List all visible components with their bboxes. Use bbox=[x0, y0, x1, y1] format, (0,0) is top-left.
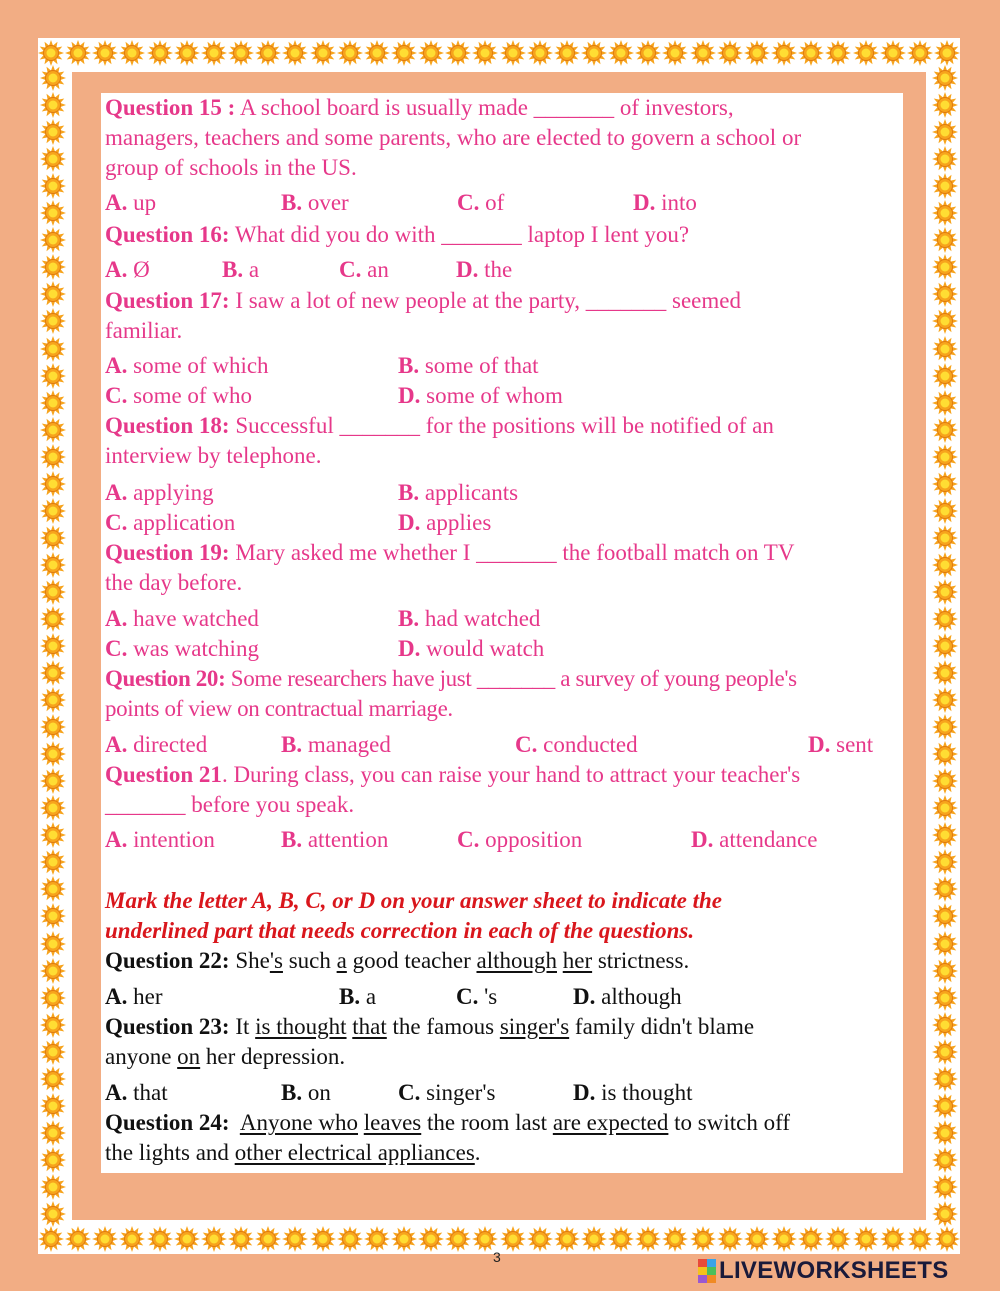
sun-icon bbox=[147, 1226, 173, 1252]
sun-icon bbox=[40, 417, 66, 443]
sun-icon bbox=[932, 444, 958, 470]
question-17 bbox=[105, 286, 901, 346]
sun-icon bbox=[825, 40, 851, 66]
sun-icon bbox=[40, 958, 66, 984]
sun-icon bbox=[40, 903, 66, 929]
page-number: 3 bbox=[493, 1249, 501, 1265]
sun-icon bbox=[364, 40, 390, 66]
sun-icon bbox=[119, 1226, 145, 1252]
sun-icon bbox=[853, 1226, 879, 1252]
question-label: Question 16: bbox=[105, 222, 230, 247]
sun-icon bbox=[932, 173, 958, 199]
sun-icon bbox=[40, 1147, 66, 1173]
sun-icon bbox=[40, 200, 66, 226]
liveworksheets-logo bbox=[698, 1256, 949, 1286]
sun-icon bbox=[40, 227, 66, 253]
brand-text: LIVEWORKSHEETS bbox=[719, 1257, 949, 1284]
sun-icon bbox=[40, 1201, 66, 1227]
sun-icon bbox=[932, 606, 958, 632]
sun-icon bbox=[932, 1012, 958, 1038]
option-a[interactable]: A. some of which bbox=[105, 353, 269, 378]
option-a[interactable]: A. have watched bbox=[105, 606, 259, 631]
question-22: Question 22: She's such a good teacher although her strictness. bbox=[105, 948, 690, 973]
sun-icon bbox=[932, 254, 958, 280]
sun-icon bbox=[92, 1226, 118, 1252]
question-label: Question 17: bbox=[105, 288, 230, 313]
sun-icon bbox=[932, 1147, 958, 1173]
sun-icon bbox=[472, 40, 498, 66]
option-c[interactable]: C. singer's bbox=[398, 1080, 496, 1105]
sun-icon bbox=[40, 254, 66, 280]
sun-icon bbox=[690, 1226, 716, 1252]
underlined-part: leaves bbox=[363, 1110, 422, 1135]
sun-icon bbox=[418, 1226, 444, 1252]
underlined-part: although bbox=[476, 948, 557, 973]
sun-icon bbox=[147, 40, 173, 66]
sun-icon bbox=[364, 1226, 390, 1252]
sun-icon bbox=[932, 931, 958, 957]
question-label: Question 15 : bbox=[105, 95, 236, 120]
question-19 bbox=[105, 538, 901, 598]
sun-icon bbox=[40, 119, 66, 145]
sun-icon bbox=[932, 363, 958, 389]
option-d[interactable]: D. the bbox=[456, 257, 513, 282]
sun-icon bbox=[119, 40, 145, 66]
underlined-part: on bbox=[177, 1044, 201, 1069]
option-c[interactable]: C. was watching bbox=[105, 636, 259, 661]
question-text: interview by telephone. bbox=[105, 443, 322, 468]
option-b[interactable]: B. had watched bbox=[398, 606, 541, 631]
sun-icon bbox=[40, 822, 66, 848]
question-text: familiar. bbox=[105, 318, 183, 343]
sun-icon bbox=[201, 40, 227, 66]
option-b[interactable]: B. a bbox=[339, 984, 377, 1009]
sun-icon bbox=[717, 1226, 743, 1252]
sun-icon bbox=[934, 1226, 960, 1252]
sun-icon bbox=[554, 40, 580, 66]
sun-icon bbox=[228, 1226, 254, 1252]
sun-icon bbox=[771, 1226, 797, 1252]
underlined-part: singer's bbox=[499, 1014, 570, 1039]
sun-icon bbox=[310, 1226, 336, 1252]
sun-icon bbox=[40, 390, 66, 416]
sun-icon bbox=[932, 146, 958, 172]
sun-icon bbox=[581, 1226, 607, 1252]
sun-icon bbox=[932, 768, 958, 794]
sun-icon bbox=[500, 1226, 526, 1252]
sun-icon bbox=[500, 40, 526, 66]
option-d[interactable]: D. would watch bbox=[398, 636, 545, 661]
option-b[interactable]: B. applicants bbox=[398, 480, 519, 505]
sun-icon bbox=[40, 363, 66, 389]
sun-icon bbox=[40, 849, 66, 875]
sun-icon bbox=[40, 931, 66, 957]
sun-icon bbox=[932, 1201, 958, 1227]
sun-icon bbox=[391, 40, 417, 66]
question-text: group of schools in the US. bbox=[105, 155, 357, 180]
sun-icon bbox=[932, 1120, 958, 1146]
sun-icon bbox=[932, 579, 958, 605]
sun-icon bbox=[825, 1226, 851, 1252]
option-b[interactable]: B. attention bbox=[281, 827, 389, 852]
sun-icon bbox=[554, 1226, 580, 1252]
underlined-part: are expected bbox=[552, 1110, 669, 1135]
sun-icon bbox=[932, 1066, 958, 1092]
worksheet-content bbox=[101, 93, 903, 1173]
sun-icon bbox=[445, 40, 471, 66]
sun-icon bbox=[635, 40, 661, 66]
option-d[interactable]: D. sent bbox=[808, 732, 874, 757]
sun-icon bbox=[932, 687, 958, 713]
option-c[interactable]: C. application bbox=[105, 510, 236, 535]
sun-icon bbox=[932, 795, 958, 821]
logo-icon bbox=[698, 1259, 716, 1283]
question-24: Question 24: Anyone who leaves the room last are expected to switch off the lights and other electrical appliances. bbox=[105, 1110, 790, 1165]
sun-icon bbox=[907, 40, 933, 66]
sun-icon bbox=[932, 1093, 958, 1119]
sun-icon bbox=[255, 1226, 281, 1252]
option-c[interactable]: C. some of who bbox=[105, 383, 252, 408]
sun-icon bbox=[40, 606, 66, 632]
sun-icon bbox=[228, 40, 254, 66]
sun-icon bbox=[744, 1226, 770, 1252]
sun-icon bbox=[635, 1226, 661, 1252]
sun-icon bbox=[40, 308, 66, 334]
option-a[interactable]: A. that bbox=[105, 1080, 168, 1105]
sun-icon bbox=[40, 281, 66, 307]
sun-icon bbox=[932, 1039, 958, 1065]
sun-icon bbox=[40, 741, 66, 767]
sun-icon bbox=[932, 525, 958, 551]
sun-icon bbox=[40, 579, 66, 605]
sun-icon bbox=[932, 849, 958, 875]
sun-icon bbox=[337, 40, 363, 66]
option-b[interactable]: B. on bbox=[281, 1080, 331, 1105]
option-d[interactable]: D. applies bbox=[398, 510, 492, 535]
question-text: Mary asked me whether I _______ the football match on TV bbox=[229, 540, 795, 565]
sun-icon bbox=[662, 1226, 688, 1252]
sun-icon bbox=[932, 1174, 958, 1200]
question-16 bbox=[105, 220, 901, 250]
underlined-part: her bbox=[562, 948, 593, 973]
sun-icon bbox=[932, 552, 958, 578]
sun-icon bbox=[932, 876, 958, 902]
question-label: Question 18: bbox=[105, 413, 230, 438]
sun-icon bbox=[445, 1226, 471, 1252]
option-c[interactable]: C. of bbox=[457, 190, 505, 215]
sun-icon bbox=[932, 65, 958, 91]
sun-icon bbox=[40, 471, 66, 497]
sun-icon bbox=[40, 1039, 66, 1065]
question-label: Question 19: bbox=[105, 540, 230, 565]
sun-icon bbox=[418, 40, 444, 66]
question-text: points of view on contractual marriage. bbox=[105, 696, 453, 721]
sun-icon bbox=[337, 1226, 363, 1252]
sun-icon bbox=[932, 308, 958, 334]
sun-icon bbox=[40, 552, 66, 578]
sun-icon bbox=[932, 336, 958, 362]
sun-icon bbox=[38, 1226, 64, 1252]
option-b[interactable]: B. some of that bbox=[398, 353, 539, 378]
underlined-part: other electrical appliances bbox=[234, 1140, 475, 1165]
sun-icon bbox=[934, 40, 960, 66]
sun-icon bbox=[932, 390, 958, 416]
sun-icon bbox=[40, 714, 66, 740]
sun-icon bbox=[40, 633, 66, 659]
underlined-part: is thought bbox=[255, 1014, 347, 1039]
option-a[interactable]: A. her bbox=[105, 984, 163, 1009]
underlined-part: a bbox=[336, 948, 347, 973]
sun-icon bbox=[744, 40, 770, 66]
option-c[interactable]: C. opposition bbox=[457, 827, 583, 852]
sun-icon bbox=[40, 985, 66, 1011]
question-text: the day before. bbox=[105, 570, 243, 595]
sun-icon bbox=[40, 525, 66, 551]
question-text: . During class, you can raise your hand to attract your teacher's bbox=[221, 762, 801, 787]
sun-icon bbox=[40, 1012, 66, 1038]
sun-icon bbox=[40, 795, 66, 821]
sun-icon bbox=[932, 822, 958, 848]
question-text: Some researchers have just _______ a survey of young people's bbox=[225, 666, 797, 691]
sun-icon bbox=[174, 40, 200, 66]
question-label: Question 23: bbox=[105, 1014, 230, 1039]
sun-icon bbox=[40, 92, 66, 118]
sun-icon bbox=[932, 903, 958, 929]
option-b[interactable]: B. over bbox=[281, 190, 349, 215]
option-d[interactable]: D. some of whom bbox=[398, 383, 563, 408]
sun-icon bbox=[391, 1226, 417, 1252]
sun-icon bbox=[932, 633, 958, 659]
option-d[interactable]: D. is thought bbox=[573, 1080, 693, 1105]
question-15 bbox=[105, 93, 901, 183]
option-c[interactable]: C. an bbox=[339, 257, 389, 282]
sun-icon bbox=[310, 40, 336, 66]
sun-icon bbox=[880, 1226, 906, 1252]
sun-icon bbox=[932, 958, 958, 984]
sun-icon bbox=[932, 471, 958, 497]
question-label: Question 22: bbox=[105, 948, 230, 973]
sun-icon bbox=[932, 714, 958, 740]
sun-icon bbox=[527, 40, 553, 66]
sun-icon bbox=[92, 40, 118, 66]
option-d[interactable]: D. attendance bbox=[691, 827, 818, 852]
sun-icon bbox=[527, 1226, 553, 1252]
sun-icon bbox=[40, 146, 66, 172]
sun-icon bbox=[932, 227, 958, 253]
sun-icon bbox=[38, 40, 64, 66]
option-c[interactable]: C. 's bbox=[456, 984, 498, 1009]
section-instruction: Mark the letter A, B, C, or D on your answer sheet to indicate the underlined part that needs correction in each of the questions. bbox=[105, 888, 723, 943]
option-d[interactable]: D. into bbox=[633, 190, 697, 215]
sun-icon bbox=[932, 985, 958, 1011]
sun-icon bbox=[771, 40, 797, 66]
option-a[interactable]: A. directed bbox=[105, 732, 208, 757]
sun-icon bbox=[608, 40, 634, 66]
sun-icon bbox=[880, 40, 906, 66]
sun-icon bbox=[40, 768, 66, 794]
sun-icon bbox=[798, 40, 824, 66]
question-text: Successful _______ for the positions will be notified of an bbox=[229, 413, 774, 438]
underlined-part: Anyone who bbox=[239, 1110, 359, 1135]
sun-icon bbox=[282, 40, 308, 66]
sun-icon bbox=[853, 40, 879, 66]
question-text: I saw a lot of new people at the party, _______ seemed bbox=[229, 288, 741, 313]
option-c[interactable]: C. conducted bbox=[515, 732, 638, 757]
question-label: Question 24: bbox=[105, 1110, 230, 1135]
sun-icon bbox=[40, 444, 66, 470]
sun-icon bbox=[932, 119, 958, 145]
sun-icon bbox=[932, 281, 958, 307]
option-a[interactable]: A. applying bbox=[105, 480, 214, 505]
sun-icon bbox=[608, 1226, 634, 1252]
question-21 bbox=[105, 760, 901, 820]
option-d[interactable]: D. although bbox=[573, 984, 682, 1009]
sun-icon bbox=[40, 65, 66, 91]
underlined-part: that bbox=[352, 1014, 387, 1039]
option-a[interactable]: A. intention bbox=[105, 827, 215, 852]
sun-icon bbox=[174, 1226, 200, 1252]
question-label: Question 20: bbox=[105, 666, 226, 691]
question-18 bbox=[105, 411, 901, 471]
sun-icon bbox=[932, 741, 958, 767]
sun-icon bbox=[581, 40, 607, 66]
sun-icon bbox=[40, 876, 66, 902]
question-20 bbox=[105, 664, 901, 724]
sun-icon bbox=[40, 660, 66, 686]
sun-icon bbox=[690, 40, 716, 66]
sun-icon bbox=[932, 417, 958, 443]
sun-icon bbox=[40, 687, 66, 713]
question-text: A school board is usually made _______ of investors, bbox=[235, 95, 734, 120]
sun-icon bbox=[932, 200, 958, 226]
underlined-part: 's bbox=[269, 948, 283, 973]
option-a[interactable]: A. Ø bbox=[105, 257, 150, 282]
question-text: What did you do with _______ laptop I lent you? bbox=[229, 222, 690, 247]
sun-icon bbox=[798, 1226, 824, 1252]
option-a[interactable]: A. up bbox=[105, 190, 157, 215]
sun-icon bbox=[907, 1226, 933, 1252]
sun-icon bbox=[40, 498, 66, 524]
sun-icon bbox=[662, 40, 688, 66]
question-text: managers, teachers and some parents, who are elected to govern a school or bbox=[105, 125, 802, 150]
sun-icon bbox=[201, 1226, 227, 1252]
sun-icon bbox=[717, 40, 743, 66]
question-23: Question 23: It is thought that the famous singer's family didn't blame anyone on her depression. bbox=[105, 1014, 755, 1069]
sun-icon bbox=[65, 1226, 91, 1252]
sun-icon bbox=[40, 1120, 66, 1146]
sun-icon bbox=[255, 40, 281, 66]
sun-icon bbox=[40, 1174, 66, 1200]
question-text: _______ before you speak. bbox=[105, 792, 355, 817]
sun-icon bbox=[282, 1226, 308, 1252]
option-b[interactable]: B. managed bbox=[281, 732, 391, 757]
sun-icon bbox=[932, 92, 958, 118]
sun-icon bbox=[40, 1093, 66, 1119]
sun-icon bbox=[40, 336, 66, 362]
option-b[interactable]: B. a bbox=[222, 257, 260, 282]
sun-icon bbox=[932, 498, 958, 524]
sun-icon bbox=[65, 40, 91, 66]
sun-icon bbox=[932, 660, 958, 686]
sun-icon bbox=[40, 1066, 66, 1092]
question-label: Question 21 bbox=[105, 762, 222, 787]
sun-icon bbox=[40, 173, 66, 199]
